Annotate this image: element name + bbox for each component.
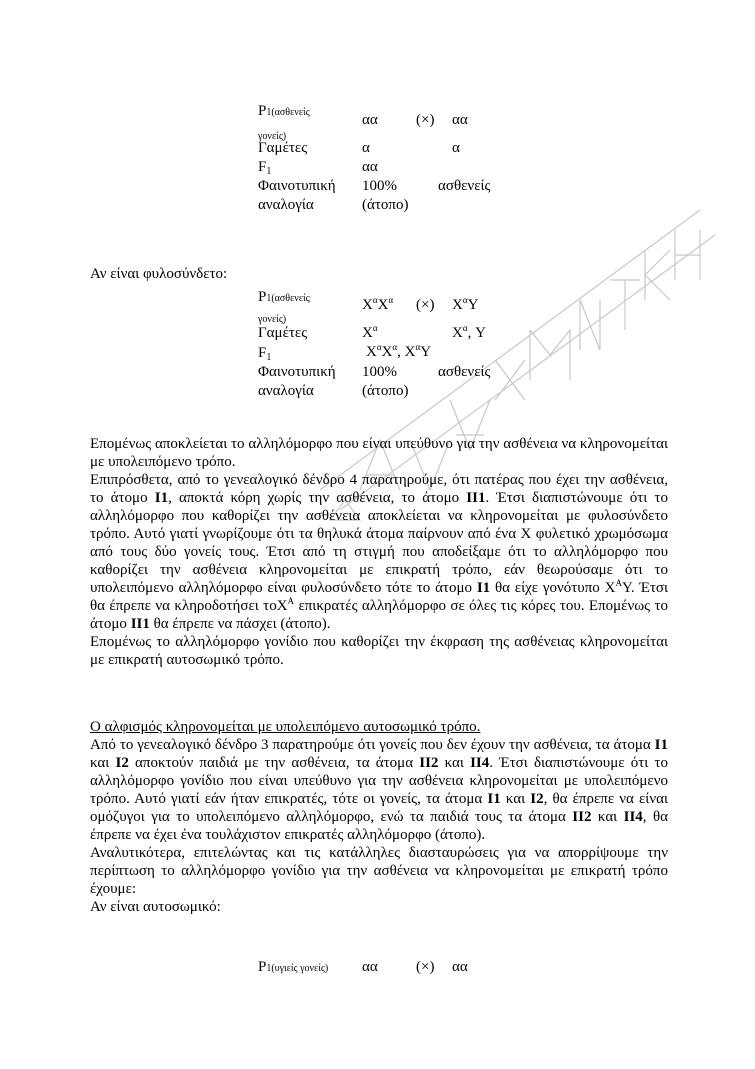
explanation-block-2 [90, 718, 668, 916]
cross2-f1-value: $X^\alpha X^\alpha$, $X^\alpha Y$ [366, 342, 432, 360]
cross3-parent-left: αα [362, 959, 378, 975]
cross2-parent-left: $X^\alpha X^\alpha$ [362, 295, 394, 313]
cross1-cross-sign: (×) [416, 112, 435, 128]
cross1-parent-left: αα [362, 112, 378, 128]
cross1-gamete-right: α [452, 140, 460, 156]
cross1-p-label: P1(ασθενείς [258, 103, 310, 119]
paragraph-detailed-crosses: Αναλυτικότερα, επιτελώντας και τις κατάλληλες διασταυρώσεις για να απορρίψουμε την περίπτωση το αλληλόμορφο γονίδιο για την ασθένεια να κληρονομείται με επικρατή τρόπο έχουμε: [90, 845, 668, 897]
cross3-p-label: P1(υγιείς γονείς) [258, 959, 329, 975]
cross1-pheno-label: Φαινοτυπική [258, 178, 336, 194]
cross1-parent-right: αα [452, 112, 468, 128]
paragraph-recessive-excluded: Επομένως αποκλείεται το αλληλόμορφο που είναι υπεύθυνο για την ασθένεια να κληρονομείται με υπολειπόμενο τρόπο. [90, 436, 668, 470]
cross2-gametes-label: Γαμέτες [258, 325, 308, 341]
explanation-block-1 [90, 435, 668, 669]
cross3-parent-right: αα [452, 959, 468, 975]
paragraph-conclusion-dominant: Επομένως το αλληλόμορφο γονίδιο που καθορίζει την έκφραση της ασθένειας κληρονομείται με επικρατή αυτοσωμικό τρόπο. [90, 634, 668, 668]
cross1-f1-value: αα [362, 159, 378, 175]
cross1-pheno-text: ασθενείς [438, 178, 491, 194]
paragraph-albinism-pedigree: Από το γενεαλογικό δένδρο 3 παρατηρούμε ότι γονείς που δεν έχουν την ασθένεια, τα άτομα Ι1 και Ι2 αποκτούν παιδιά με την ασθένεια, τα άτομα ΙΙ2 και ΙΙ4. Έτσι διαπιστώνουμε ότι το αλληλόμορφο γονίδιο που είναι υπεύθυνο για την ασθένεια κληρονομείται με υπολειπόμενο τρόπο. Αυτό γιατί εάν ήταν επικρατές, τότε οι γονείς, τα άτομα Ι1 και Ι2, θα έπρεπε να είναι ομόζυγοι για το υπολειπόμενο αλληλόμορφο, ενώ τα παιδιά τους τα άτομα ΙΙ2 και ΙΙ4, θα έπρεπε να έχει ένα τουλάχιστον επικρατές αλληλόμορφο (άτοπο). [90, 737, 668, 843]
cross2-pheno-value: 100% [362, 364, 397, 380]
paragraph-sexlinked-excluded: Επιπρόσθετα, από το γενεαλογικό δένδρο 4 παρατηρούμε, ότι πατέρας που έχει την ασθένεια, το άτομο Ι1, αποκτά κόρη χωρίς την ασθένεια, το άτομο ΙΙ1. Έτσι διαπιστώνουμε ότι το αλληλόμορφο που καθορίζει την ασθένεια αποκλείεται να κληρονομείται με φυλοσύνδετο τρόπο. Αυτό γιατί γνωρίζουμε ότι τα θηλυκά άτομα παίρνουν από ένα Χ φυλετικό χρωμόσωμα από τους δύο γονείς τους. Έτσι από τη στιγμή που αποδείξαμε ότι το αλληλόμορφο που καθορίζει την ασθένεια κληρονομείται με επικρατή τρόπο, εάν θεωρούσαμε ότι το υπολειπόμενο αλληλόμορφο είναι φυλοσύνδετο τότε το άτομο Ι1 θα είχε γονότυπο $X^A\Upsilon$. Έτσι θα έπρεπε να κληροδοτήσει τοΧ$^A$ επικρατές αλληλόμορφο σε όλες τις κόρες του. Επομένως το άτομο ΙΙ1 θα έπρεπε να πάσχει (άτοπο). [90, 472, 669, 632]
cross1-pheno-label-2: αναλογία [258, 197, 314, 213]
cross1-p-sublabel: γονείς) [258, 131, 287, 142]
cross1-pheno-note: (άτοπο) [362, 197, 409, 213]
cross2-p-label: P1(ασθενείς [258, 289, 310, 305]
cross3-cross-sign: (×) [416, 959, 435, 975]
cross1-f1-label: $F_1$ [258, 159, 272, 177]
cross2-f1-label: $F_1$ [258, 345, 272, 363]
cross2-pheno-text: ασθενείς [438, 364, 491, 380]
cross2-pheno-label: Φαινοτυπική [258, 364, 336, 380]
sexlinked-intro: Αν είναι φυλοσύνδετο: [90, 266, 228, 282]
cross2-pheno-note: (άτοπο) [362, 383, 409, 399]
cross1-gamete-left: α [362, 140, 370, 156]
cross2-p-sublabel: γονείς) [258, 314, 287, 325]
cross2-gamete-left: $X^\alpha$ [362, 323, 378, 341]
albinism-heading: Ο αλφισμός κληρονομείται με υπολειπόμενο αυτοσωμικό τρόπο. [90, 719, 481, 735]
paragraph-autosomal-intro: Αν είναι αυτοσωμικό: [90, 899, 221, 915]
cross1-pheno-value: 100% [362, 178, 397, 194]
cross2-parent-right: $X^\alpha Y$ [452, 295, 479, 313]
cross2-pheno-label-2: αναλογία [258, 383, 314, 399]
cross2-cross-sign: (×) [416, 297, 435, 313]
cross2-gamete-right: $X^\alpha$, Y [452, 323, 486, 341]
cross1-gametes-label: Γαμέτες [258, 140, 308, 156]
